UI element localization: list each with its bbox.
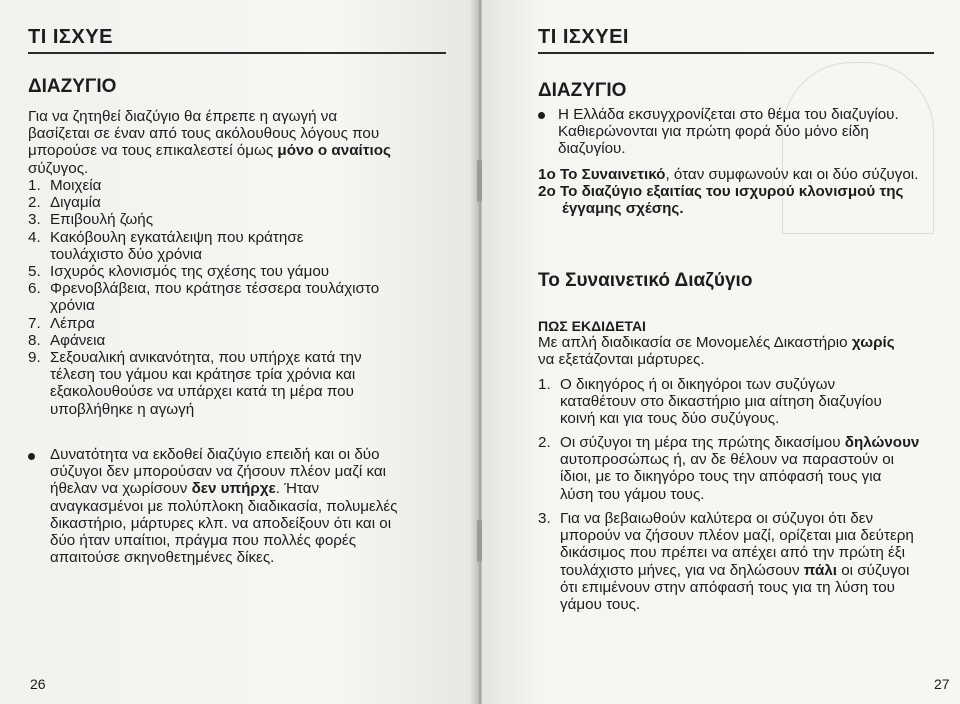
list-item: 5. Ισχυρός κλονισμός της σχέσης του γάμου — [28, 263, 330, 281]
list-item: 7. Λέπρα — [28, 314, 95, 332]
page-number: 26 — [30, 676, 46, 692]
section-title: ΔΙΑΖΥΓΙΟ — [28, 76, 117, 97]
list-item: 2. Διγαμία — [28, 194, 101, 212]
left-page-header: ΤΙ ΙΣΧΥΕ — [28, 26, 113, 48]
list-item: 9. Σεξουαλική ανικανότητα, που υπήρχε κατά την τέλεση του γάμου και κράτησε τρία χρόνια και εξακολουθούσε να υπάρχει κατά τη μέρα που υποβλήθηκε η αγωγή — [28, 349, 362, 418]
step-3: 3. Για να βεβαιωθούν καλύτερα οι σύζυγοι ότι δεν μπορούν να ζήσουν πλέον μαζί, ορίζεται μια δεύτερη δικάσιμος που πρέπει να απέχει από την πρώτη έξι τουλάχιστο μήνες, για να δηλώσουν πάλι οι σύζυγοι ότι επιμένουν στην απόφασή τους για τη λύση του γάμου τους. — [538, 510, 914, 614]
bullet-paragraph: Δυνατότητα να εκδοθεί διαζύγιο επειδή και οι δύο σύζυγοι δεν μπορούσαν να ζήσουν πλέον μαζί και ήθελαν να χωρίσουν δεν υπήρχε. Ήταν αναγκασμένοι με πολύπλοκη διαδικασία, πολυμελές δικαστήριο, μάρτυρες κλπ. να αποδείξουν ότι και οι δύο ήταν υπαίτιοι, πράγμα που πολλές φορές απαιτούσε σκηνοθετημένες δίκες. — [50, 446, 398, 567]
bullet-paragraph: Η Ελλάδα εκσυγχρονίζεται στο θέμα του διαζυγίου. Καθιερώνονται για πρώτη φορά δύο μόνο είδη διαζυγίου. — [558, 106, 899, 158]
left-page — [0, 0, 478, 704]
header-rule — [28, 52, 446, 54]
how-title: ΠΩΣ ΕΚΔΙΔΕΤΑΙ — [538, 318, 646, 334]
step-1: 1. Ο δικηγόρος ή οι δικηγόροι των συζύγων καταθέτουν στο δικαστήριο μια αίτηση διαζυγίου κοινή και για τους δύο συζύγους. — [538, 376, 882, 428]
reason-list — [28, 177, 458, 418]
list-item: 8. Αφάνεια — [28, 331, 106, 349]
list-item: 3. Επιβουλή ζωής — [28, 211, 154, 229]
divorce-types: 1ο Το Συναινετικό, όταν συμφωνούν και οι δύο σύζυγοι. 2ο Το διαζύγιο εξαιτίας του ισχυρού κλονισμού της έγγαμης σχέσης. — [538, 166, 919, 218]
list-item: 4. Κακόβουλη εγκατάλειψη που κράτησε τουλάχιστο δύο χρόνια — [28, 228, 304, 263]
list-item: 6. Φρενοβλάβεια, που κράτησε τέσσερα τουλάχιστο χρόνια — [28, 280, 380, 315]
how-paragraph: Με απλή διαδικασία σε Μονομελές Δικαστήριο χωρίς να εξετάζονται μάρτυρες. — [538, 334, 895, 369]
right-page — [482, 0, 960, 704]
subsection-title: Το Συναινετικό Διαζύγιο — [538, 270, 753, 291]
bullet-icon — [28, 453, 35, 460]
section-title: ΔΙΑΖΥΓΙΟ — [538, 80, 627, 101]
page-number: 27 — [934, 676, 950, 692]
intro-paragraph: Για να ζητηθεί διαζύγιο θα έπρεπε η αγωγή να βασίζεται σε έναν από τους ακόλουθους λόγους που μπορούσε να τους επικαλεστεί όμως μόνο ο αναίτιος σύζυγος. — [28, 108, 391, 177]
list-item: 1. Μοιχεία — [28, 177, 102, 194]
header-rule — [538, 52, 934, 54]
step-2: 2. Οι σύζυγοι τη μέρα της πρώτης δικασίμου δηλώνουν αυτοπροσώπως ή, αν δε θέλουν να παραστούν οι ίδιοι, με το δικηγόρο τους την απόφασή τους για λύση του γάμου τους. — [538, 434, 920, 503]
bullet-icon — [538, 112, 545, 119]
right-page-header: ΤΙ ΙΣΧΥΕΙ — [538, 26, 629, 48]
